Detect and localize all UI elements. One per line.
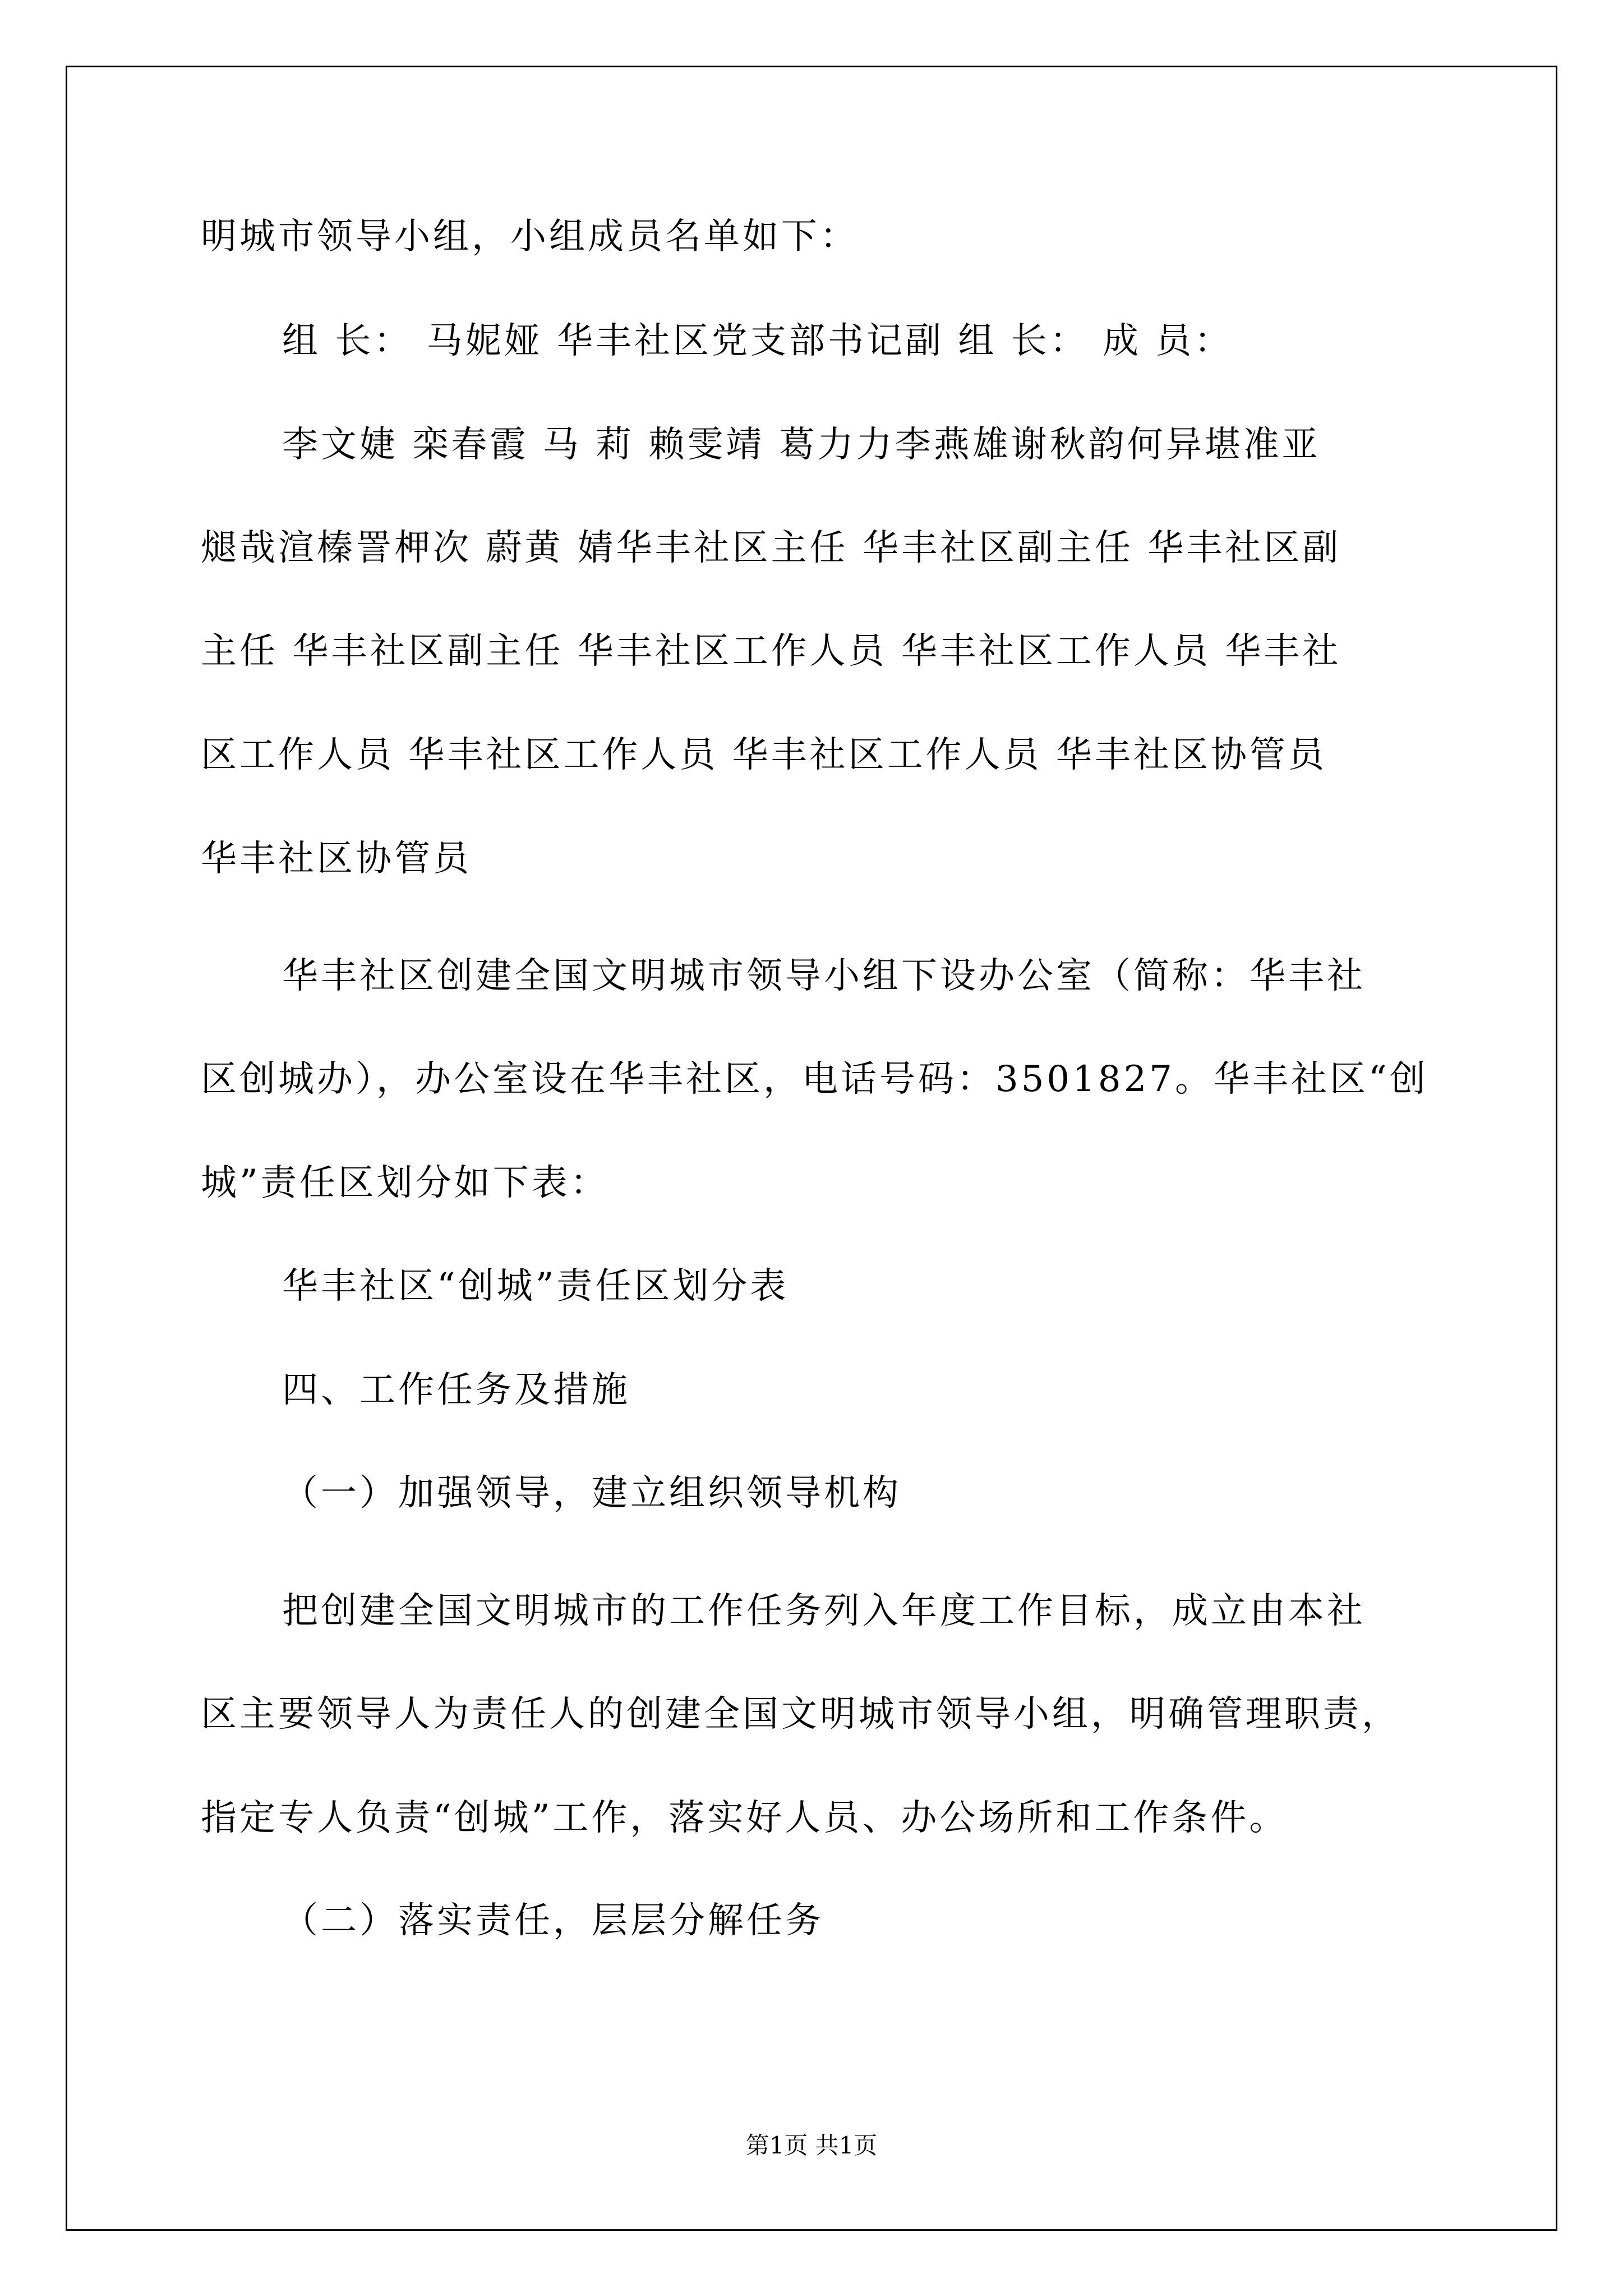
text-line-4: 煺哉渲榛詈柙次 蔚黄 婧华丰社区主任 华丰社区副主任 华丰社区副 [201,527,1341,569]
text-line-8: 华丰社区创建全国文明城市领导小组下设办公室（简称：华丰社 [282,955,1366,997]
text-line-7: 华丰社区协管员 [201,838,472,880]
text-line-10: 城”责任区划分如下表： [201,1162,609,1204]
text-line-3: 李文婕 栾春霞 马 莉 赖雯靖 葛力力李燕雄谢秋韵何异堪准亚 [282,424,1321,466]
text-line-14: 把创建全国文明城市的工作任务列入年度工作目标，成立由本社 [282,1590,1366,1632]
text-line-12: 四、工作任务及措施 [282,1369,630,1411]
text-line-13: （一）加强领导，建立组织领导机构 [282,1473,901,1514]
page-number-footer: 第1页 共1页 [745,2132,878,2159]
text-line-1: 明城市领导小组，小组成员名单如下： [201,216,859,257]
text-line-17: （二）落实责任，层层分解任务 [282,1900,824,1941]
text-line-9: 区创城办），办公室设在华丰社区，电话号码：3501827。华丰社区“创 [201,1059,1428,1100]
text-line-2: 组 长： 马妮娅 华丰社区党支部书记副 组 长： 成 员： [282,320,1233,362]
text-line-6: 区工作人员 华丰社区工作人员 华丰社区工作人员 华丰社区协管员 [201,734,1327,776]
text-line-5: 主任 华丰社区副主任 华丰社区工作人员 华丰社区工作人员 华丰社 [201,631,1341,672]
text-line-16: 指定专人负责“创城”工作，落实好人员、办公场所和工作条件。 [201,1797,1288,1839]
text-line-11: 华丰社区“创城”责任区划分表 [282,1266,789,1307]
text-line-15: 区主要领导人为责任人的创建全国文明城市领导小组，明确管理职责， [201,1694,1400,1735]
